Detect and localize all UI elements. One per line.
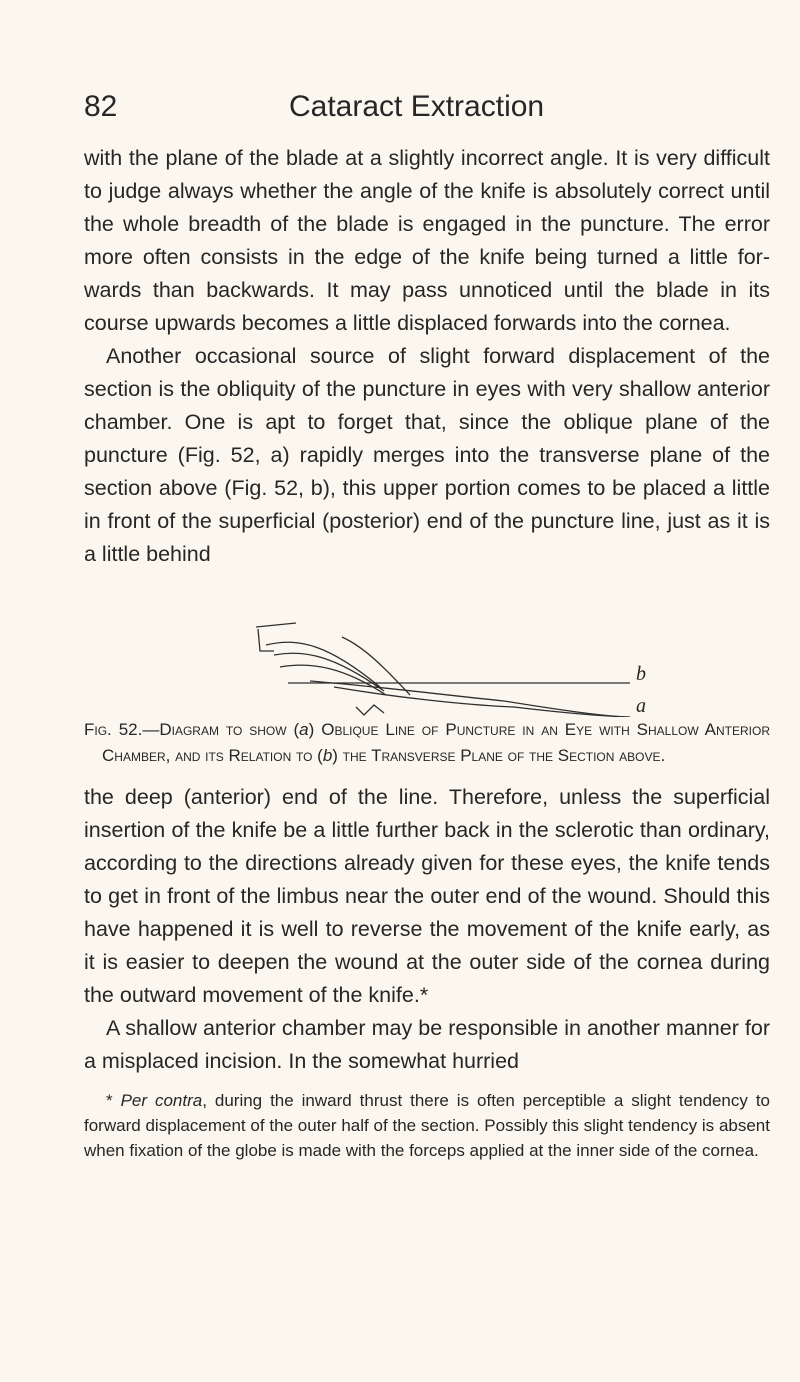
book-page (84, 84, 770, 1163)
figure-52 (84, 575, 770, 717)
oblique-line-1 (310, 681, 624, 717)
caption-b: b (322, 746, 333, 765)
footnote-marker: * (106, 1091, 121, 1110)
puncture-diagram (84, 575, 770, 717)
body-paragraph-1: with the plane of the blade at a slightly incorrect angle. It is very difficult to judge always whether the angle of the knife is absolutely correct until the whole breadth of the blade is engaged in the puncture. The error more often consists in the edge of the knife being turned a little for- wards than backwards. It may pass unnoticed until the blade in its course upwards becomes a little displaced forwards into the cornea. (84, 146, 770, 335)
caption-suffix: ) the Transverse Plane of the Section above. (332, 746, 666, 765)
footnote-italic: Per contra (120, 1091, 203, 1110)
notch (356, 705, 384, 715)
running-head (84, 84, 770, 128)
body-paragraph-2: Another occasional source of slight forward displacement of the section is the obliquity of the puncture in eyes with very shallow anterior chamber. One is apt to forget that, since the oblique plane of the puncture (Fig. 52, a) rapidly merges into the transverse plane of the section above (Fig. 52, b), this upper portion comes to be placed a little in front of the superficial (posterior) end of the puncture line, just as it is a little behind (84, 344, 770, 566)
caption-a: a (299, 720, 309, 739)
caption-mid: ) Oblique Line of Puncture in an Eye with Shallow Anterior Chamber, and its Relation to ( (102, 720, 770, 765)
footnote (84, 1088, 770, 1163)
body-paragraph-3: the deep (anterior) end of the line. Therefore, unless the superficial insertion of the knife be a little further back in the sclerotic than ordinary, according to the directions already given for these eyes, the knife tends to get in front of the limbus near the outer end of the wound. Should this have happened it is well to reverse the movement of the knife early, as it is easier to deepen the wound at the outer side of the cornea during the outward movement of the knife.* (84, 785, 770, 1007)
upper-curve-3 (280, 665, 386, 695)
figure-label-a: a (636, 695, 646, 717)
figure-caption (84, 717, 770, 769)
caption-prefix: Fig. 52.—Diagram to show ( (84, 720, 300, 739)
upper-curve-2 (274, 653, 384, 691)
figure-label-b: b (636, 663, 646, 685)
running-title: Cataract Extraction (289, 90, 545, 123)
corner-tick (256, 623, 296, 627)
footnote-text: , during the inward thrust there is often perceptible a slight tendency to forward displacement of the outer half of the section. Possibly this slight tendency is absent when fixation of the globe is made with the forceps applied at the inner side of the cornea. (84, 1091, 771, 1160)
page-number: 82 (84, 90, 118, 123)
corner-vert (258, 629, 274, 651)
body-paragraph-4: A shallow anterior chamber may be responsible in another manner for a misplaced incision. In the somewhat hurried (84, 1016, 770, 1073)
